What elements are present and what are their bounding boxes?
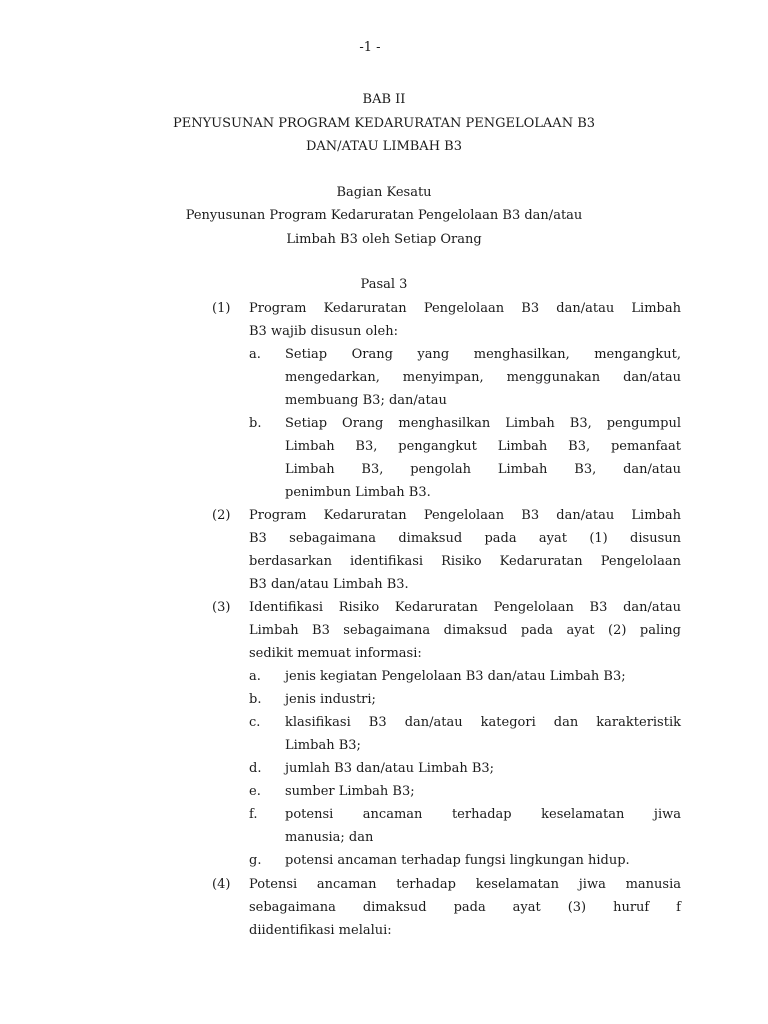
list-item-line: Limbah B3; <box>285 738 361 753</box>
paragraph-line: B3 wajib disusun oleh: <box>249 324 398 339</box>
chapter-title-line-1: PENYUSUNAN PROGRAM KEDARURATAN PENGELOLAAN B3 <box>172 116 596 131</box>
list-letter: b. <box>249 692 262 707</box>
paragraph-line: Limbah B3 sebagaimana dimaksud pada ayat (2) paling <box>249 623 681 638</box>
list-item-line: klasifikasi B3 dan/atau kategori dan karakteristik <box>285 715 681 730</box>
paragraph-line: berdasarkan identifikasi Risiko Kedaruratan Pengelolaan <box>249 554 681 569</box>
list-item-line: penimbun Limbah B3. <box>285 485 431 500</box>
list-item-line: jumlah B3 dan/atau Limbah B3; <box>285 761 495 776</box>
list-item-line: sumber Limbah B3; <box>285 784 415 799</box>
paragraph-line: B3 dan/atau Limbah B3. <box>249 577 409 592</box>
section-title-line-1: Penyusunan Program Kedaruratan Pengelolaan B3 dan/atau <box>185 208 583 223</box>
list-item-line: Setiap Orang yang menghasilkan, mengangkut, <box>285 347 681 362</box>
paragraph-number: (3) <box>212 600 231 615</box>
list-item-line: jenis kegiatan Pengelolaan B3 dan/atau Limbah B3; <box>285 669 626 684</box>
paragraph-line: B3 sebagaimana dimaksud pada ayat (1) disusun <box>249 531 681 546</box>
article-title: Pasal 3 <box>360 277 408 292</box>
list-item-line: potensi ancaman terhadap keselamatan jiwa <box>285 807 681 822</box>
list-letter: a. <box>249 669 261 684</box>
chapter-title-line-2: DAN/ATAU LIMBAH B3 <box>306 139 462 154</box>
list-letter: f. <box>249 807 258 822</box>
paragraph-line: Program Kedaruratan Pengelolaan B3 dan/atau Limbah <box>249 301 681 316</box>
list-item-line: Setiap Orang menghasilkan Limbah B3, pengumpul <box>285 416 681 431</box>
list-letter: b. <box>249 416 262 431</box>
paragraph-line: Identifikasi Risiko Kedaruratan Pengelolaan B3 dan/atau <box>249 600 681 615</box>
paragraph-line: Program Kedaruratan Pengelolaan B3 dan/atau Limbah <box>249 508 681 523</box>
list-item-line: jenis industri; <box>285 692 376 707</box>
list-item-line: mengedarkan, menyimpan, menggunakan dan/atau <box>285 370 681 385</box>
paragraph-line: sedikit memuat informasi: <box>249 646 422 661</box>
paragraph-line: diidentifikasi melalui: <box>249 923 392 938</box>
list-item-line: membuang B3; dan/atau <box>285 393 447 408</box>
list-letter: a. <box>249 347 261 362</box>
paragraph-number: (2) <box>212 508 231 523</box>
list-letter: e. <box>249 784 261 799</box>
list-item-line: Limbah B3, pengangkut Limbah B3, pemanfaat <box>285 439 681 454</box>
list-letter: g. <box>249 853 262 868</box>
section-title-line-2: Limbah B3 oleh Setiap Orang <box>286 232 482 247</box>
list-item-line: Limbah B3, pengolah Limbah B3, dan/atau <box>285 462 681 477</box>
paragraph-number: (4) <box>212 877 231 892</box>
paragraph-line: sebagaimana dimaksud pada ayat (3) huruf f <box>249 900 681 915</box>
list-letter: d. <box>249 761 262 776</box>
chapter-number: BAB II <box>362 92 406 107</box>
list-item-line: potensi ancaman terhadap fungsi lingkungan hidup. <box>285 853 630 868</box>
list-item-line: manusia; dan <box>285 830 374 845</box>
page-number: -1 - <box>359 40 381 55</box>
paragraph-line: Potensi ancaman terhadap keselamatan jiwa manusia <box>249 877 681 892</box>
paragraph-number: (1) <box>212 301 231 316</box>
section-name: Bagian Kesatu <box>336 185 432 200</box>
list-letter: c. <box>249 715 261 730</box>
